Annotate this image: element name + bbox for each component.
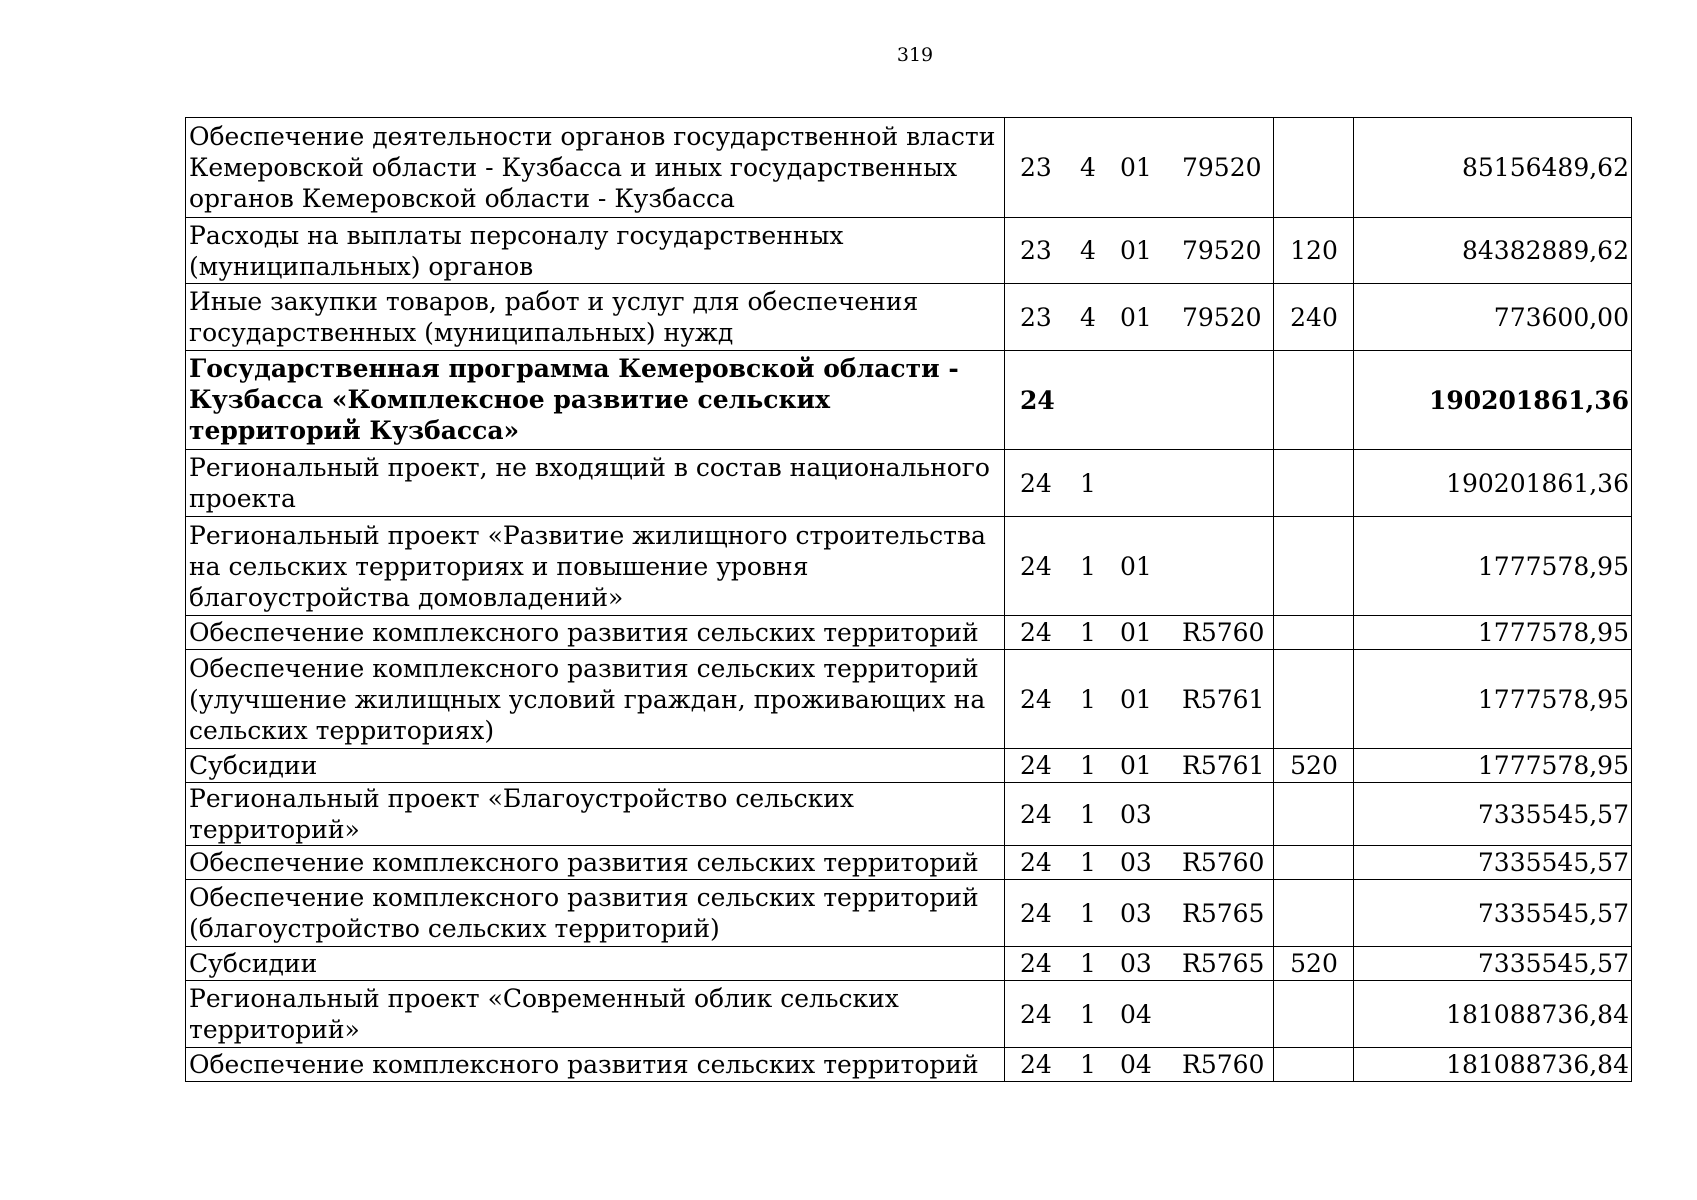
code-part-1: 24 [1020, 385, 1055, 415]
code-part-2: 1 [1080, 898, 1096, 928]
code-part-1: 24 [1020, 551, 1052, 581]
code-part-2: 1 [1080, 618, 1096, 647]
code-part-2: 1 [1080, 684, 1096, 714]
code-part-4: 79520 [1182, 153, 1262, 182]
code-part-2: 1 [1080, 1050, 1096, 1079]
code-part-4: R5760 [1182, 618, 1265, 647]
code-part-1: 24 [1020, 684, 1052, 714]
table-row [186, 650, 1632, 749]
row-codes [1005, 947, 1274, 981]
row-name: Обеспечение комплексного развития сельских территорий [186, 846, 1005, 880]
row-codes [1005, 218, 1274, 284]
code-part-2: 1 [1080, 751, 1096, 780]
table-row [186, 351, 1632, 450]
code-part-3: 03 [1120, 949, 1152, 978]
code-part-4: R5765 [1182, 898, 1265, 928]
table-row [186, 218, 1632, 284]
row-codes [1005, 616, 1274, 650]
row-amount: 7335545,57 [1354, 846, 1632, 880]
code-part-2: 4 [1080, 236, 1096, 265]
table-row [186, 880, 1632, 947]
table-row [186, 517, 1632, 616]
code-part-1: 24 [1020, 898, 1052, 928]
table-row [186, 450, 1632, 517]
row-expense-type [1274, 517, 1354, 616]
row-expense-type [1274, 846, 1354, 880]
row-amount: 181088736,84 [1354, 1048, 1632, 1082]
row-codes [1005, 351, 1274, 450]
row-expense-type [1274, 616, 1354, 650]
row-codes [1005, 650, 1274, 749]
code-part-3: 01 [1120, 236, 1152, 265]
code-part-2: 4 [1080, 153, 1096, 182]
row-expense-type [1274, 650, 1354, 749]
table-row [186, 981, 1632, 1048]
row-codes [1005, 846, 1274, 880]
table-row [186, 1048, 1632, 1082]
row-codes [1005, 1048, 1274, 1082]
row-amount: 773600,00 [1354, 284, 1632, 351]
row-codes [1005, 118, 1274, 218]
code-part-3: 01 [1120, 153, 1152, 182]
row-codes [1005, 880, 1274, 947]
row-name: Обеспечение комплексного развития сельских территорий [186, 616, 1005, 650]
row-name: Расходы на выплаты персоналу государственных (муниципальных) органов [186, 218, 1005, 284]
row-expense-type [1274, 783, 1354, 846]
row-codes [1005, 517, 1274, 616]
row-amount: 7335545,57 [1354, 783, 1632, 846]
code-part-2: 1 [1080, 799, 1096, 829]
row-name: Обеспечение комплексного развития сельских территорий [186, 1048, 1005, 1082]
table-row [186, 846, 1632, 880]
table-row [186, 947, 1632, 981]
row-amount: 1777578,95 [1354, 749, 1632, 783]
row-expense-type [1274, 450, 1354, 517]
row-amount: 1777578,95 [1354, 517, 1632, 616]
code-part-3: 01 [1120, 618, 1152, 647]
code-part-3: 03 [1120, 799, 1152, 829]
code-part-4: R5761 [1182, 751, 1265, 780]
code-part-1: 24 [1020, 949, 1052, 978]
code-part-3: 04 [1120, 1050, 1152, 1079]
code-part-3: 03 [1120, 898, 1152, 928]
row-expense-type [1274, 118, 1354, 218]
code-part-3: 01 [1120, 751, 1152, 780]
code-part-1: 24 [1020, 999, 1052, 1029]
code-part-3: 01 [1120, 684, 1152, 714]
code-part-2: 1 [1080, 949, 1096, 978]
row-name: Государственная программа Кемеровской области - Кузбасса «Комплексное развитие сельских территорий Кузбасса» [186, 351, 1005, 450]
code-part-1: 24 [1020, 848, 1052, 877]
table-row [186, 284, 1632, 351]
code-part-1: 23 [1020, 153, 1052, 182]
table-body [186, 118, 1632, 1082]
row-amount: 84382889,62 [1354, 218, 1632, 284]
row-amount: 190201861,36 [1354, 450, 1632, 517]
code-part-1: 24 [1020, 618, 1052, 647]
code-part-4: 79520 [1182, 236, 1262, 265]
row-expense-type: 120 [1274, 218, 1354, 284]
row-name: Обеспечение комплексного развития сельских территорий (улучшение жилищных условий граждан, проживающих на сельских территориях) [186, 650, 1005, 749]
code-part-1: 24 [1020, 751, 1052, 780]
row-amount: 1777578,95 [1354, 650, 1632, 749]
row-expense-type [1274, 1048, 1354, 1082]
code-part-2: 1 [1080, 468, 1096, 498]
row-expense-type [1274, 880, 1354, 947]
code-part-4: R5760 [1182, 848, 1265, 877]
code-part-2: 1 [1080, 551, 1096, 581]
code-part-4: R5760 [1182, 1050, 1265, 1079]
table-row [186, 616, 1632, 650]
table-row [186, 749, 1632, 783]
row-expense-type: 520 [1274, 749, 1354, 783]
table-row [186, 783, 1632, 846]
row-name: Обеспечение комплексного развития сельских территорий (благоустройство сельских территорий) [186, 880, 1005, 947]
row-codes [1005, 450, 1274, 517]
code-part-4: R5765 [1182, 949, 1265, 978]
row-amount: 190201861,36 [1354, 351, 1632, 450]
code-part-1: 24 [1020, 1050, 1052, 1079]
code-part-3: 01 [1120, 302, 1152, 332]
code-part-3: 04 [1120, 999, 1152, 1029]
page-number: 319 [896, 44, 934, 66]
row-amount: 181088736,84 [1354, 981, 1632, 1048]
code-part-4: 79520 [1182, 302, 1262, 332]
row-name: Субсидии [186, 749, 1005, 783]
code-part-2: 1 [1080, 848, 1096, 877]
code-part-1: 23 [1020, 236, 1052, 265]
code-part-1: 24 [1020, 468, 1052, 498]
row-amount: 1777578,95 [1354, 616, 1632, 650]
row-name: Иные закупки товаров, работ и услуг для обеспечения государственных (муниципальных) нужд [186, 284, 1005, 351]
row-expense-type: 240 [1274, 284, 1354, 351]
row-name: Субсидии [186, 947, 1005, 981]
code-part-4: R5761 [1182, 684, 1265, 714]
code-part-1: 23 [1020, 302, 1052, 332]
row-codes [1005, 783, 1274, 846]
row-expense-type [1274, 981, 1354, 1048]
row-amount: 7335545,57 [1354, 947, 1632, 981]
budget-table [185, 117, 1632, 1082]
row-expense-type [1274, 351, 1354, 450]
row-codes [1005, 981, 1274, 1048]
row-name: Региональный проект «Развитие жилищного строительства на сельских территориях и повышение уровня благоустройства домовладений» [186, 517, 1005, 616]
code-part-2: 4 [1080, 302, 1096, 332]
row-codes [1005, 284, 1274, 351]
code-part-3: 01 [1120, 551, 1152, 581]
row-amount: 7335545,57 [1354, 880, 1632, 947]
table-row [186, 118, 1632, 218]
row-codes [1005, 749, 1274, 783]
row-name: Региональный проект, не входящий в состав национального проекта [186, 450, 1005, 517]
row-amount: 85156489,62 [1354, 118, 1632, 218]
row-name: Региональный проект «Современный облик сельских территорий» [186, 981, 1005, 1048]
code-part-1: 24 [1020, 799, 1052, 829]
row-name: Региональный проект «Благоустройство сельских территорий» [186, 783, 1005, 846]
row-expense-type: 520 [1274, 947, 1354, 981]
code-part-3: 03 [1120, 848, 1152, 877]
row-name: Обеспечение деятельности органов государственной власти Кемеровской области - Кузбасса и иных государственных органов Кемеровской области - Кузбасса [186, 118, 1005, 218]
code-part-2: 1 [1080, 999, 1096, 1029]
